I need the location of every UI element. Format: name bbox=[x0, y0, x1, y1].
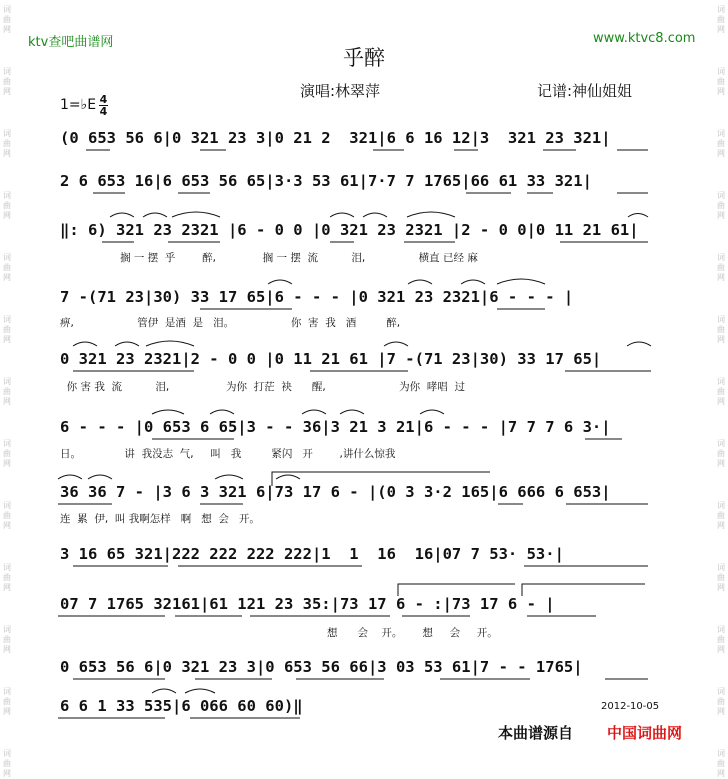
lyric-line: 连 累 伊, 叫 我啊怎样 啊 想 会 开。 bbox=[60, 513, 260, 525]
side-watermark-mark: 词曲网 bbox=[717, 377, 725, 406]
date-stamp: 2012-10-05 bbox=[601, 701, 660, 712]
lyric-line: 日。 讲 我没志 气, 叫 我 紧闪 开 ,讲什么惊我 bbox=[60, 448, 396, 460]
score-line: 6 - - - |0 653 6 65|3 - - 36|3 21 3 21|6 - - - |7 7 7 6 3·| bbox=[60, 418, 611, 436]
lyric-line: 你 害 我 流 泪, 为你 打茫 袂 醒, 为你 哮唱 过 bbox=[60, 381, 465, 393]
lyric-line: 搁 一 摆 乎 醉, 搁 一 摆 流 泪, 横直 已经 麻 bbox=[60, 252, 478, 264]
score-line: 7 -(71 23|30) 33 17 65|6 - - - |0 321 23 2321|6 - - - | bbox=[60, 288, 574, 306]
side-watermark-mark: 词曲网 bbox=[3, 625, 11, 654]
side-watermark-mark: 词曲网 bbox=[717, 563, 725, 592]
score-line: 2 6 653 16|6 653 56 65|3·3 53 61|7·7 7 1765|66 61 33 321| bbox=[60, 172, 592, 190]
header-right-site[interactable]: www.ktvc8.com bbox=[593, 31, 696, 46]
side-watermark-mark: 词曲网 bbox=[3, 439, 11, 468]
score-line: 3 16 65 321|222 222 222 222|1 1 16 16|07 7 53· 53·| bbox=[60, 545, 564, 563]
time-sig-top: 4 bbox=[99, 93, 108, 106]
side-watermark-mark: 词曲网 bbox=[3, 315, 11, 344]
side-watermark-mark: 词曲网 bbox=[3, 501, 11, 530]
side-watermark-mark: 词曲网 bbox=[3, 687, 11, 716]
singer-label: 演唱:林翠萍 bbox=[300, 82, 381, 100]
side-watermark-mark: 词曲网 bbox=[3, 129, 11, 158]
side-watermark-mark: 词曲网 bbox=[3, 749, 11, 778]
side-watermark-mark: 词曲网 bbox=[3, 377, 11, 406]
side-watermark-mark: 词曲网 bbox=[717, 253, 725, 282]
side-watermark-mark: 词曲网 bbox=[717, 129, 725, 158]
side-watermark-mark: 词曲网 bbox=[717, 5, 725, 34]
side-watermark-mark: 词曲网 bbox=[717, 439, 725, 468]
score-line: 07 7 1765 32161|61 121 23 35:|73 17 6 - :|73 17 6 - | bbox=[60, 595, 555, 613]
lyric-line: 想 会 开。 想 会 开。 bbox=[60, 627, 498, 639]
side-watermark-mark: 词曲网 bbox=[717, 67, 725, 96]
score-line: 0 653 56 6|0 321 23 3|0 653 56 66|3 03 53 61|7 - - 1765| bbox=[60, 658, 583, 676]
side-watermark-mark: 词曲网 bbox=[717, 687, 725, 716]
lyric-line: 痹, 管伊 是酒 是 泪。 你 害 我 酒 醉, bbox=[60, 317, 401, 329]
side-watermark-mark: 词曲网 bbox=[3, 5, 11, 34]
footer-source-label: 本曲谱源自 bbox=[498, 724, 574, 742]
side-watermark-mark: 词曲网 bbox=[717, 625, 725, 654]
side-watermark-mark: 词曲网 bbox=[717, 501, 725, 530]
side-watermark-mark: 词曲网 bbox=[717, 191, 725, 220]
time-sig-bottom: 4 bbox=[99, 105, 108, 118]
side-watermark-mark: 词曲网 bbox=[717, 315, 725, 344]
footer-source-site[interactable]: 中国词曲网 bbox=[607, 724, 683, 742]
song-title: 乎醉 bbox=[343, 46, 385, 70]
score-line: 0 321 23 2321|2 - 0 0 |0 11 21 61 |7 -(71 23|30) 33 17 65| bbox=[60, 350, 602, 368]
side-watermark-mark: 词曲网 bbox=[717, 749, 725, 778]
side-watermark-mark: 词曲网 bbox=[3, 563, 11, 592]
key-signature: 1=♭E bbox=[60, 97, 97, 113]
notator-label: 记谱:神仙姐姐 bbox=[537, 82, 633, 100]
header-left-site[interactable]: ktv查吧曲谱网 bbox=[28, 35, 114, 50]
score-line: 6 6 1 33 535|6 066 60 60)‖ bbox=[60, 697, 303, 715]
score-line: 36 36 7 - |3 6 3 321 6|73 17 6 - |(0 3 3·2 165|6 666 6 653| bbox=[60, 483, 611, 501]
side-watermark-mark: 词曲网 bbox=[3, 67, 11, 96]
score-line: ‖: 6) 321 23 2321 |6 - 0 0 |0 321 23 2321 |2 - 0 0|0 11 21 61| bbox=[60, 221, 639, 239]
score-line: (0 653 56 6|0 321 23 3|0 21 2 321|6 6 16 12|3 321 23 321| bbox=[60, 129, 611, 147]
side-watermark-mark: 词曲网 bbox=[3, 253, 11, 282]
side-watermark-mark: 词曲网 bbox=[3, 191, 11, 220]
